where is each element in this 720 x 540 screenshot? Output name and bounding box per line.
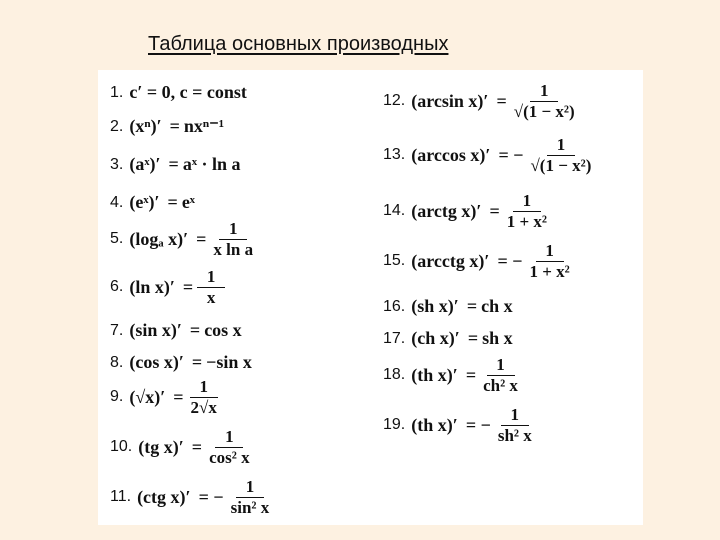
formula-number: 10. xyxy=(110,438,133,456)
formula-4 xyxy=(110,192,195,213)
formula-operator: = xyxy=(467,328,479,348)
numerator: 1 xyxy=(236,478,264,498)
numerator: 1 xyxy=(197,268,225,288)
formula-lhs: (arcsin x)′ xyxy=(411,90,489,111)
formula-number: 11. xyxy=(110,488,132,506)
formula-number: 16. xyxy=(383,297,406,315)
formula-number: 1. xyxy=(110,83,124,101)
fraction xyxy=(228,478,273,517)
formula-operator: = xyxy=(167,192,178,212)
formula-8 xyxy=(110,352,252,373)
numerator: 1 xyxy=(190,378,218,398)
formula-rhs: sh x xyxy=(482,328,513,348)
denominator: √(1 − x²) xyxy=(530,155,592,175)
formula-number: 14. xyxy=(383,202,406,220)
fraction xyxy=(511,82,578,121)
formula-operator: = xyxy=(182,276,194,297)
formula-lhs: (tg x)′ xyxy=(138,436,184,457)
formula-operator: = − xyxy=(198,486,224,507)
formula-number: 18. xyxy=(383,366,406,384)
formula-lhs: (eˣ)′ xyxy=(129,192,160,212)
numerator: 1 xyxy=(547,136,575,156)
denominator: 1 + x² xyxy=(529,261,570,281)
numerator: 1 xyxy=(536,242,564,262)
formula-6 xyxy=(110,268,225,307)
denominator: 2√x xyxy=(190,397,217,417)
formula-operator: = xyxy=(489,200,500,221)
denominator: sh² x xyxy=(497,425,532,445)
formula-3 xyxy=(110,154,240,175)
formula-rhs: aˣ · ln a xyxy=(182,154,241,174)
formula-number: 2. xyxy=(110,117,124,135)
fraction xyxy=(188,378,220,417)
formula-14 xyxy=(383,192,550,231)
formula-lhs: (ln x)′ xyxy=(129,276,175,297)
formula-2 xyxy=(110,116,224,137)
formula-number: 6. xyxy=(110,278,124,296)
page-title: Таблица основных производных xyxy=(148,33,449,55)
formula-operator: = xyxy=(196,228,207,249)
formula-number: 9. xyxy=(110,388,124,406)
formula-number: 13. xyxy=(383,146,406,164)
formula-lhs: (sin x)′ xyxy=(129,320,182,340)
formula-lhs: (arccos x)′ xyxy=(411,144,491,165)
denominator: √(1 − x²) xyxy=(513,101,575,121)
formula-11 xyxy=(110,478,272,517)
denominator: x ln a xyxy=(213,239,254,259)
formula-operator: = xyxy=(191,436,203,457)
formula-18 xyxy=(383,356,521,395)
fraction xyxy=(526,242,572,281)
numerator: 1 xyxy=(501,406,529,426)
formula-7 xyxy=(110,320,242,341)
formula-lhs: (sh x)′ xyxy=(411,296,459,316)
denominator: x xyxy=(206,287,216,307)
fraction xyxy=(210,220,256,259)
fraction xyxy=(480,356,521,395)
formula-lhs: (arctg x)′ xyxy=(411,200,482,221)
formula-number: 4. xyxy=(110,193,124,211)
formula-rhs: eˣ xyxy=(181,192,195,212)
formula-lhs: (ch x)′ xyxy=(411,328,460,348)
denominator: ch² x xyxy=(483,375,518,395)
formula-number: 15. xyxy=(383,252,406,270)
formula-lhs: (logₐ x)′ xyxy=(129,228,189,249)
numerator: 1 xyxy=(215,428,243,448)
formula-lhs: c′ = 0, c = const xyxy=(129,82,247,102)
formula-number: 5. xyxy=(110,230,124,248)
formula-operator: = xyxy=(466,296,478,316)
formula-lhs: (√x)′ xyxy=(129,386,166,407)
numerator: 1 xyxy=(487,356,515,376)
formula-number: 3. xyxy=(110,155,124,173)
fraction xyxy=(527,136,594,175)
formula-number: 7. xyxy=(110,321,124,339)
formula-operator: = xyxy=(465,364,477,385)
formula-5 xyxy=(110,220,256,259)
formula-number: 8. xyxy=(110,353,124,371)
formula-operator: = − xyxy=(465,414,491,435)
denominator: sin² x xyxy=(230,497,270,517)
formula-rhs: −sin x xyxy=(206,352,252,372)
formula-number: 12. xyxy=(383,92,406,110)
formula-lhs: (arcctg x)′ xyxy=(411,250,490,271)
formula-lhs: (th x)′ xyxy=(411,414,458,435)
numerator: 1 xyxy=(219,220,247,240)
formula-12 xyxy=(383,82,578,121)
formula-10 xyxy=(110,428,253,467)
formula-19 xyxy=(383,406,535,445)
formula-rhs: nxⁿ⁻¹ xyxy=(183,116,225,136)
formula-number: 19. xyxy=(383,416,406,434)
formula-lhs: (ctg x)′ xyxy=(137,486,191,507)
formula-operator: = xyxy=(496,90,507,111)
numerator: 1 xyxy=(530,82,558,102)
fraction xyxy=(504,192,550,231)
formula-number: 17. xyxy=(383,329,406,347)
fraction xyxy=(197,268,225,307)
denominator: 1 + x² xyxy=(506,211,548,231)
numerator: 1 xyxy=(513,192,541,212)
formula-operator: = xyxy=(169,116,180,136)
fraction xyxy=(495,406,535,445)
formula-lhs: (aˣ)′ xyxy=(129,154,161,174)
denominator: cos² x xyxy=(209,447,250,467)
formula-operator: = xyxy=(189,320,201,340)
formula-rhs: ch x xyxy=(481,296,513,316)
formula-operator: = xyxy=(168,154,179,174)
formula-1 xyxy=(110,82,251,103)
formula-lhs: (cos x)′ xyxy=(129,352,184,372)
formula-lhs: (th x)′ xyxy=(411,364,458,385)
formula-9 xyxy=(110,378,220,417)
formula-16 xyxy=(383,296,513,317)
formula-operator: = xyxy=(173,386,184,407)
formula-rhs: cos x xyxy=(204,320,242,340)
formula-sheet xyxy=(98,70,643,525)
formula-operator: = − xyxy=(498,144,524,165)
fraction xyxy=(206,428,253,467)
formula-13 xyxy=(383,136,594,175)
formula-15 xyxy=(383,242,573,281)
formula-operator: = − xyxy=(497,250,523,271)
formula-17 xyxy=(383,328,513,349)
formula-lhs: (xⁿ)′ xyxy=(129,116,162,136)
formula-operator: = xyxy=(191,352,203,372)
